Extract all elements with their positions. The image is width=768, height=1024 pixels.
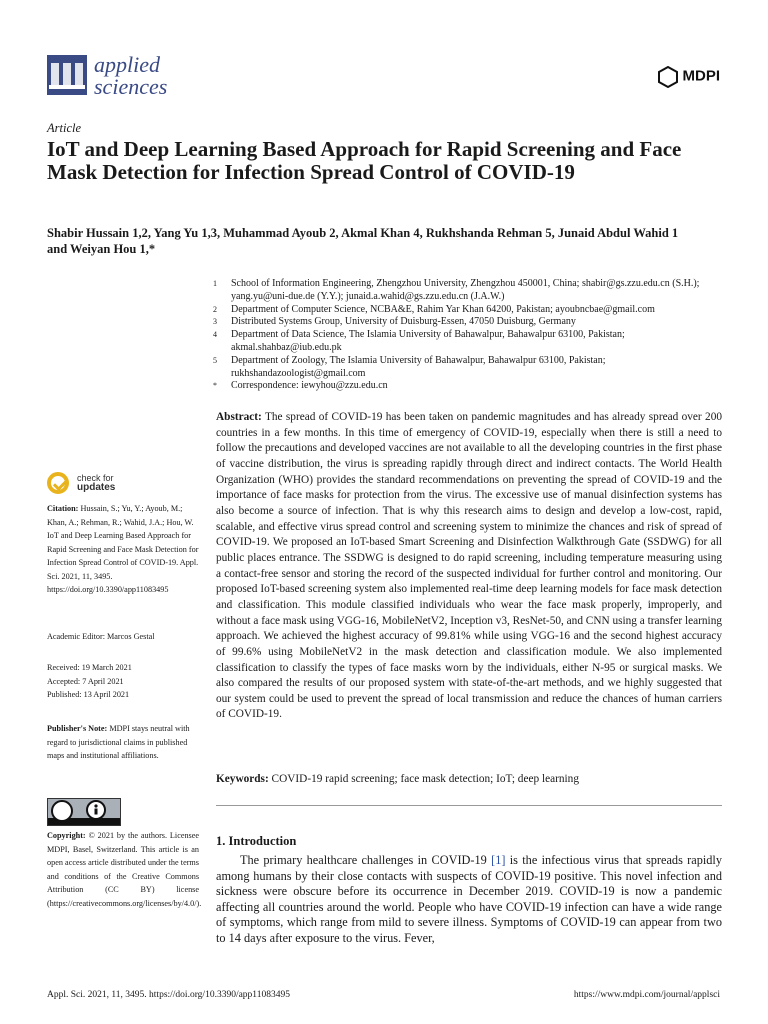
copyright-label: Copyright: — [47, 831, 86, 840]
publisher-note-label: Publisher's Note: — [47, 724, 108, 733]
copyright-text: © 2021 by the authors. Licensee MDPI, Basel, Switzerland. This article is an open access article distributed under the terms and conditions of the Creative Commons Attribution (CC BY) license (https://creativecommons.org/licenses/by/4.0/). — [47, 831, 202, 908]
check-for-updates-badge[interactable] — [47, 472, 115, 494]
article-type: Article — [47, 121, 82, 135]
affiliation-item — [213, 380, 733, 393]
intro-text: The primary healthcare challenges in COVID-19 — [240, 853, 492, 867]
affiliation-number: 4 — [213, 330, 217, 340]
publication-dates — [47, 661, 199, 702]
academic-editor: Academic Editor: Marcos Gestal — [47, 632, 155, 641]
affiliation-text: Correspondence: iewyhou@zzu.edu.cn — [231, 380, 388, 392]
keywords-text: COVID-19 rapid screening; face mask detection; IoT; deep learning — [271, 773, 579, 785]
footer-citation[interactable]: Appl. Sci. 2021, 11, 3495. https://doi.org/10.3390/app11083495 — [47, 990, 290, 1000]
affiliation-number: 2 — [213, 304, 217, 314]
affiliation-item — [213, 316, 733, 329]
affiliation-text: School of Information Engineering, Zhengzhou University, Zhengzhou 450001, China; shabir@gs.zzu.edu.cn (S.H.); yang.yu@uni-due.de (Y.Y.); junaid.a.wahid@gs.zzu.edu.cn (J.A.W.) — [231, 278, 700, 302]
affiliation-text: Department of Zoology, The Islamia University of Bahawalpur, Bahawalpur 63100, Pakistan; rukhshandazoologist@gmail.com — [231, 354, 606, 379]
author-list — [47, 225, 737, 257]
affiliation-number: 1 — [213, 279, 217, 288]
mdpi-logo-icon — [657, 66, 679, 88]
reference-link[interactable]: [1] — [491, 853, 506, 867]
affiliation-number: 5 — [213, 355, 217, 365]
section-heading: 1. Introduction — [216, 834, 297, 848]
affiliations — [213, 278, 733, 393]
check-icon — [47, 472, 69, 494]
affiliation-number: * — [213, 381, 217, 391]
abstract-text: The spread of COVID-19 has been taken on pandemic magnitudes and has already spread over 200 countries in a few months. In this time of emergency of COVID-19, especially when there is still a need to follow the precautions and developed vaccines are not available to all the developing countries in the first phase of vaccine distribution, the virus is spreading rapidly through direct and indirect contacts. The World Health Organization (WHO) provides the standard recommendations on preventing the spread of COVID-19 and the importance of face masks for protection from the virus. The excessive use of manual disinfection systems has also become a source of infection. That is why this research aims to design and develop a low-cost, rapid, scalable, and effective virus spread control and screening system to minimize the chances and risk of spread of COVID-19. We proposed an IoT-based Smart Screening and Disinfection Walkthrough Gate (SSDWG) for all public places entrance. The SSDWG is designed to do rapid screening, including temperature measuring using a contact-free sensor and storing the record of the suspected individual for further control and monitoring. Our proposed IoT-based screening system also implemented real-time deep learning models for face mask detection and classification. This module classified individuals who wear the face mask properly, improperly, and without a face mask using VGG-16, MobileNetV2, Inception v3, ResNet-50, and CNN using a transfer learning approach. We achieved the highest accuracy of 99.81% while using VGG-16 and the second highest accuracy of 99.6% using MobileNetV2 in the mask detection and classification module. We also implemented classification to classify the types of face masks worn by the individuals, either N-95 or surgical masks. We also compared the results of our proposed system with state-of-the-art methods, and we highly suggested that our system could be used to prevent the spread of local transmission and reduce the chances of human carriers of COVID-19. — [216, 411, 723, 721]
citation-block — [47, 502, 199, 597]
journal-name-line1: applied — [94, 52, 160, 77]
date-accepted: Accepted: 7 April 2021 — [47, 676, 124, 686]
publisher-note — [47, 722, 199, 763]
journal-name — [94, 54, 167, 98]
mdpi-logo — [657, 66, 721, 88]
date-published: Published: 13 April 2021 — [47, 690, 130, 699]
affiliation-item — [213, 355, 733, 381]
affiliation-text: Department of Computer Science, NCBA&E, Rahim Yar Khan 64200, Pakistan; ayoubncbae@gmail.com — [231, 303, 655, 315]
intro-paragraph — [216, 853, 722, 947]
journal-logo-icon — [47, 55, 87, 95]
copyright-notice — [47, 829, 202, 910]
paper-title: IoT and Deep Learning Based Approach for Rapid Screening and Face Mask Detection for Infection Spread Control of COVID-19 — [47, 137, 682, 184]
cc-by-license-icon[interactable] — [47, 798, 121, 826]
keywords — [216, 772, 722, 787]
intro-text-cont: is the infectious virus that spreads rapidly among humans by their close contacts with suspects of COVID-19 positive. This novel infection and sickness were obscure before its occurrence in December 2019. COVID-19 is now a pandemic affecting all countries around the world. People who have COVID-19 infection can have a wide range of symptoms, which range from mild to severe illness. Symptoms of COVID-19 can appear from two to 14 days after exposure to the virus. Fever, — [216, 853, 722, 945]
date-received: Received: 19 March 2021 — [47, 663, 132, 672]
check-label — [77, 474, 115, 492]
abstract — [216, 410, 722, 723]
citation-label: Citation: — [47, 504, 79, 513]
journal-name-line2: sciences — [94, 74, 168, 99]
publisher-note-text: MDPI stays neutral with regard to jurisdictional claims in published maps and institutional affiliations. — [47, 724, 190, 760]
citation-text: Hussain, S.; Yu, Y.; Ayoub, M.; Khan, A.; Rehman, R.; Wahid, J.A.; Hou, W. IoT and Deep Learning Based Approach for Rapid Screening and Face Mask Detection for Infection Spread Control of COVID-19. Appl. Sci. 2021, 11, 3495. https://doi.org/10.3390/app11083495 — [47, 504, 199, 594]
footer-journal-url[interactable]: https://www.mdpi.com/journal/applsci — [573, 990, 720, 1000]
author-list-line2: and Weiyan Hou 1,* — [47, 242, 156, 256]
author-list-line1: Shabir Hussain 1,2, Yang Yu 1,3, Muhammad Ayoub 2, Akmal Khan 4, Rukhshanda Rehman 5, Junaid Abdul Wahid 1 — [47, 226, 679, 240]
keywords-label: Keywords: — [216, 773, 269, 785]
affiliation-text: Department of Data Science, The Islamia University of Bahawalpur, Bahawalpur 63100, Pakistan; akmal.shahbaz@iub.edu.pk — [231, 329, 625, 353]
affiliation-item — [213, 278, 733, 304]
affiliation-number: 3 — [213, 317, 217, 327]
abstract-label: Abstract: — [216, 411, 262, 423]
affiliation-text: Distributed Systems Group, University of Duisburg-Essen, 47050 Duisburg, Germany — [231, 316, 576, 328]
check-line2: updates — [77, 482, 116, 493]
mdpi-logo-text: MDPI — [682, 67, 720, 85]
check-line1: check for — [77, 473, 114, 483]
affiliation-item — [213, 329, 733, 355]
affiliation-item — [213, 304, 733, 317]
section-divider — [216, 805, 722, 806]
